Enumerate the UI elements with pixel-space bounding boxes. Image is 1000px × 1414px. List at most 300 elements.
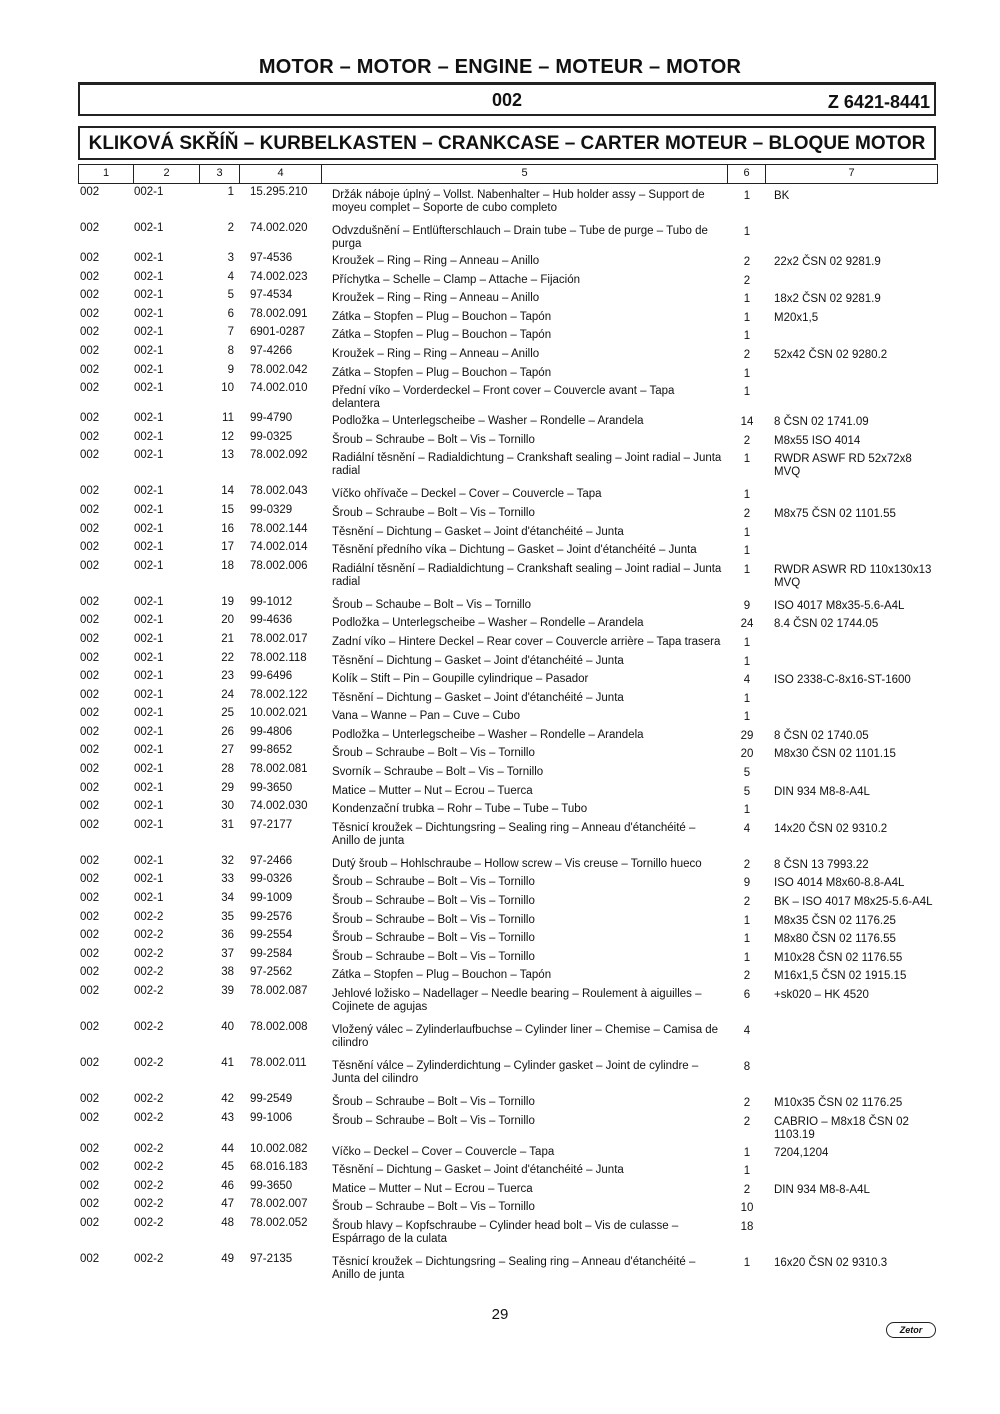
brand-logo: Zetor [886, 1322, 936, 1338]
cell-c6: 5 [743, 785, 751, 798]
cell-c2: 002-1 [134, 688, 164, 701]
cell-c7: M8x55 ISO 4014 [774, 434, 861, 447]
cell-c5: Těsnění – Dichtung – Gasket – Joint d'étanchéité – Junta [332, 654, 624, 667]
cell-c2: 002-1 [134, 430, 164, 443]
table-row [78, 522, 938, 541]
cell-c5: Šroub – Schraube – Bolt – Vis – Tornillo [332, 950, 535, 963]
cell-c5: Šroub – Schraube – Bolt – Vis – Tornillo [332, 932, 535, 945]
cell-c6: 1 [743, 526, 751, 539]
cell-c2: 002-2 [134, 1252, 164, 1265]
cell-c4: 99-0325 [250, 430, 293, 443]
table-row [78, 1020, 938, 1056]
column-header: 3 [200, 165, 240, 183]
cell-c7 [766, 325, 938, 344]
cell-c7: 8.4 ČSN 02 1744.05 [774, 618, 879, 631]
cell-c2: 002-2 [134, 910, 164, 923]
cell-c4: 78.002.144 [250, 522, 308, 535]
table-row [78, 307, 938, 326]
cell-c3: 42 [221, 1093, 234, 1105]
cell-c3: 21 [221, 632, 234, 645]
cell-c7 [766, 540, 938, 559]
cell-c3: 44 [221, 1142, 234, 1155]
cell-c4: 68.016.183 [250, 1161, 308, 1174]
cell-c6: 2 [743, 348, 751, 361]
table-row [78, 669, 938, 688]
document-code: Z 6421-8441 [827, 92, 930, 112]
cell-c1: 002 [80, 651, 100, 664]
cell-c6: 1 [743, 1256, 751, 1269]
cell-c1: 002 [80, 430, 100, 443]
cell-c4: 74.002.020 [250, 222, 308, 234]
cell-c2: 002-1 [134, 222, 164, 234]
table-row [78, 762, 938, 781]
table-row [78, 854, 938, 873]
cell-c6: 20 [740, 748, 754, 761]
cell-c1: 002 [80, 412, 100, 425]
cell-c5: Zátka – Stopfen – Plug – Bouchon – Tapón [332, 366, 552, 379]
cell-c2: 002-1 [134, 614, 164, 627]
cell-c2: 002-1 [134, 344, 164, 357]
table-row [78, 872, 938, 891]
cell-c3: 19 [221, 595, 234, 608]
cell-c7: M8x35 ČSN 02 1176.25 [774, 914, 896, 927]
cell-c3: 14 [221, 485, 234, 498]
cell-c5: Kroužek – Ring – Ring – Anneau – Anillo [332, 347, 540, 360]
cell-c3: 10 [221, 382, 234, 395]
table-row [78, 448, 938, 484]
cell-c2: 002-1 [134, 186, 164, 198]
cell-c1: 002 [80, 781, 100, 794]
table-row [78, 1111, 938, 1142]
cell-c6: 1 [743, 489, 751, 502]
cell-c2: 002-2 [134, 1216, 164, 1229]
cell-c4: 78.002.092 [250, 449, 308, 462]
cell-c7: CABRIO – M8x18 ČSN 02 1103.19 [774, 1115, 909, 1141]
cell-c7: 22x2 ČSN 02 9281.9 [774, 256, 881, 268]
table-row [78, 910, 938, 929]
cell-c6: 1 [743, 293, 751, 306]
cell-c5: Kondenzační trubka – Rohr – Tube – Tube – Tubo [332, 803, 588, 816]
cell-c2: 002-1 [134, 707, 164, 720]
cell-c7 [766, 1020, 938, 1056]
cell-c7: M10x28 ČSN 02 1176.55 [774, 951, 903, 964]
cell-c3: 28 [221, 763, 234, 776]
cell-c6: 4 [743, 822, 751, 835]
column-header: 4 [240, 165, 322, 183]
table-row [78, 1142, 938, 1161]
cell-c5: Šroub – Schraube – Bolt – Vis – Tornillo [332, 895, 535, 908]
cell-c3: 24 [221, 688, 234, 701]
cell-c1: 002 [80, 559, 100, 572]
cell-c2: 002-1 [134, 818, 164, 831]
cell-c2: 002-2 [134, 966, 164, 979]
cell-c7: RWDR ASWR RD 110x130x13 MVQ [774, 563, 932, 589]
cell-c1: 002 [80, 1057, 100, 1069]
cell-c3: 31 [221, 818, 234, 831]
cell-c5: Radiální těsnění – Radialdichtung – Crankshaft sealing – Joint radial – Junta radial [332, 452, 722, 478]
column-header: 1 [78, 165, 134, 183]
cell-c5: Těsnění – Dichtung – Gasket – Joint d'étanchéité – Junta [332, 1164, 624, 1177]
table-row [78, 1092, 938, 1111]
cell-c1: 002 [80, 1093, 100, 1105]
cell-c7: +sk020 – HK 4520 [774, 989, 869, 1001]
cell-c6: 1 [743, 453, 751, 466]
cell-c5: Víčko – Deckel – Cover – Couvercle – Tapa [332, 1145, 555, 1158]
cell-c4: 74.002.023 [250, 270, 308, 283]
cell-c6: 1 [743, 933, 751, 946]
cell-c2: 002-1 [134, 595, 164, 608]
cell-c2: 002-1 [134, 781, 164, 794]
cell-c4: 78.002.008 [250, 1021, 308, 1033]
cell-c3: 3 [227, 252, 234, 264]
cell-c4: 97-4536 [250, 252, 293, 264]
cell-c3: 4 [227, 270, 234, 283]
cell-c1: 002 [80, 929, 100, 942]
cell-c7: 14x20 ČSN 02 9310.2 [774, 822, 888, 835]
group-header-box [78, 82, 936, 116]
cell-c2: 002-2 [134, 985, 164, 997]
cell-c2: 002-2 [134, 929, 164, 942]
cell-c6: 1 [743, 226, 751, 238]
cell-c3: 5 [227, 289, 234, 302]
cell-c4: 74.002.030 [250, 800, 308, 813]
page-title: MOTOR – MOTOR – ENGINE – MOTEUR – MOTOR [258, 56, 742, 78]
cell-c7: M20x1,5 [774, 311, 819, 324]
cell-c2: 002-1 [134, 651, 164, 664]
cell-c1: 002 [80, 910, 100, 923]
cell-c5: Šroub – Schraube – Bolt – Vis – Tornillo [332, 876, 535, 889]
cell-c4: 78.002.118 [250, 651, 307, 664]
cell-c5: Radiální těsnění – Radialdichtung – Crankshaft sealing – Joint radial – Junta radial [332, 562, 722, 588]
cell-c2: 002-1 [134, 632, 164, 645]
cell-c1: 002 [80, 947, 100, 960]
cell-c3: 48 [221, 1216, 234, 1229]
cell-c7 [766, 484, 938, 503]
cell-c6: 2 [743, 896, 751, 909]
cell-c4: 99-6496 [250, 670, 293, 683]
cell-c4: 99-2554 [250, 929, 293, 942]
cell-c7: DIN 934 M8-8-A4L [774, 1183, 870, 1196]
parts-table [78, 185, 938, 1288]
cell-c5: Kolík – Stift – Pin – Goupille cylindrique – Pasador [332, 673, 589, 686]
cell-c5: Těsnění – Dichtung – Gasket – Joint d'étanchéité – Junta [332, 525, 624, 538]
cell-c7 [766, 688, 938, 707]
cell-c4: 99-2576 [250, 910, 293, 923]
cell-c1: 002 [80, 270, 100, 283]
table-row [78, 325, 938, 344]
cell-c7 [766, 1216, 938, 1252]
cell-c3: 8 [227, 344, 234, 357]
cell-c5: Kroužek – Ring – Ring – Anneau – Anillo [332, 292, 540, 305]
cell-c1: 002 [80, 1252, 100, 1265]
cell-c2: 002-2 [134, 1179, 164, 1192]
cell-c4: 78.002.052 [250, 1216, 308, 1229]
cell-c3: 25 [221, 707, 234, 720]
cell-c1: 002 [80, 1142, 100, 1155]
cell-c5: Zátka – Stopfen – Plug – Bouchon – Tapón [332, 969, 552, 982]
table-row [78, 185, 938, 221]
cell-c5: Šroub – Schaube – Bolt – Vis – Tornillo [332, 598, 532, 611]
cell-c3: 23 [221, 670, 234, 683]
cell-c1: 002 [80, 670, 100, 683]
cell-c4: 99-4806 [250, 725, 293, 738]
cell-c1: 002 [80, 614, 100, 627]
cell-c5: Těsnění – Dichtung – Gasket – Joint d'étanchéité – Junta [332, 691, 624, 704]
cell-c5: Těsnění předního víka – Dichtung – Gasket – Joint d'étanchéité – Junta [332, 544, 697, 557]
cell-c6: 2 [743, 1097, 751, 1109]
cell-c1: 002 [80, 1198, 100, 1211]
table-row [78, 928, 938, 947]
cell-c2: 002-2 [134, 1057, 164, 1069]
cell-c4: 97-4534 [250, 289, 293, 302]
cell-c2: 002-1 [134, 449, 164, 462]
cell-c1: 002 [80, 503, 100, 516]
cell-c1: 002 [80, 595, 100, 608]
cell-c2: 002-2 [134, 1021, 164, 1033]
table-row [78, 1216, 938, 1252]
cell-c1: 002 [80, 252, 100, 264]
cell-c5: Svorník – Schraube – Bolt – Vis – Tornillo [332, 766, 544, 779]
table-row [78, 1252, 938, 1288]
table-row [78, 381, 938, 411]
cell-c3: 41 [221, 1057, 234, 1069]
cell-c2: 002-1 [134, 252, 164, 264]
cell-c1: 002 [80, 688, 100, 701]
cell-c1: 002 [80, 326, 100, 339]
cell-c4: 78.002.122 [250, 688, 308, 701]
cell-c7 [766, 762, 938, 781]
cell-c3: 30 [221, 800, 234, 813]
cell-c7: 8 ČSN 13 7993.22 [774, 858, 869, 871]
table-row [78, 706, 938, 725]
cell-c6: 2 [743, 970, 751, 983]
cell-c3: 15 [221, 503, 234, 516]
cell-c6: 9 [743, 877, 751, 890]
cell-c7 [766, 1056, 938, 1092]
cell-c4: 78.002.081 [250, 763, 308, 776]
cell-c2: 002-1 [134, 763, 164, 776]
cell-c6: 1 [743, 330, 751, 343]
table-row [78, 688, 938, 707]
table-row [78, 1197, 938, 1216]
cell-c1: 002 [80, 363, 100, 376]
cell-c4: 97-2135 [250, 1252, 293, 1265]
cell-c1: 002 [80, 873, 100, 886]
cell-c2: 002-1 [134, 522, 164, 535]
cell-c4: 97-4266 [250, 344, 293, 357]
cell-c1: 002 [80, 763, 100, 776]
cell-c6: 1 [743, 386, 751, 399]
cell-c5: Šroub – Schraube – Bolt – Vis – Tornillo [332, 506, 535, 519]
table-row [78, 725, 938, 744]
cell-c6: 18 [740, 1220, 754, 1233]
table-row [78, 743, 938, 762]
cell-c3: 17 [221, 541, 234, 554]
cell-c2: 002-1 [134, 541, 164, 554]
cell-c4: 99-0326 [250, 873, 293, 886]
cell-c3: 36 [221, 929, 234, 942]
table-row [78, 484, 938, 503]
cell-c4: 99-8652 [250, 744, 293, 757]
table-row [78, 251, 938, 270]
cell-c3: 38 [221, 966, 234, 979]
cell-c2: 002-1 [134, 485, 164, 498]
cell-c2: 002-1 [134, 326, 164, 339]
cell-c5: Podložka – Unterlegscheibe – Washer – Rondelle – Arandela [332, 728, 644, 741]
cell-c4: 78.002.087 [250, 985, 308, 997]
cell-c4: 97-2466 [250, 854, 293, 867]
cell-c6: 4 [743, 674, 751, 687]
cell-c5: Vložený válec – Zylinderlaufbuchse – Cylinder liner – Chemise – Camisa de cilindro [332, 1024, 719, 1049]
cell-c5: Matice – Mutter – Nut – Ecrou – Tuerca [332, 1182, 533, 1195]
cell-c7 [766, 522, 938, 541]
cell-c4: 99-3650 [250, 781, 293, 794]
cell-c2: 002-1 [134, 725, 164, 738]
cell-c1: 002 [80, 1021, 100, 1033]
cell-c1: 002 [80, 854, 100, 867]
cell-c2: 002-1 [134, 559, 164, 572]
cell-c5: Zadní víko – Hintere Deckel – Rear cover – Couvercle arrière – Tapa trasera [332, 635, 721, 648]
table-row [78, 270, 938, 289]
cell-c1: 002 [80, 449, 100, 462]
cell-c1: 002 [80, 541, 100, 554]
cell-c3: 27 [221, 744, 234, 757]
cell-c3: 18 [221, 559, 234, 572]
cell-c4: 78.002.011 [250, 1057, 307, 1069]
table-row [78, 965, 938, 984]
cell-c1: 002 [80, 966, 100, 979]
cell-c4: 6901-0287 [250, 326, 305, 339]
cell-c7 [766, 270, 938, 289]
cell-c1: 002 [80, 307, 100, 320]
cell-c4: 15.295.210 [250, 186, 308, 198]
table-row [78, 632, 938, 651]
group-code: 002 [491, 90, 523, 110]
cell-c3: 49 [221, 1252, 234, 1265]
table-row [78, 540, 938, 559]
table-row [78, 947, 938, 966]
cell-c1: 002 [80, 344, 100, 357]
cell-c7: 18x2 ČSN 02 9281.9 [774, 293, 881, 306]
column-header: 6 [728, 165, 766, 183]
cell-c6: 1 [743, 190, 751, 202]
cell-c7: M8x75 ČSN 02 1101.55 [774, 507, 896, 520]
cell-c1: 002 [80, 1111, 100, 1124]
table-row [78, 818, 938, 854]
cell-c6: 29 [740, 729, 754, 742]
cell-c2: 002-2 [134, 1198, 164, 1211]
cell-c5: Víčko ohřívače – Deckel – Cover – Couvercle – Tapa [332, 488, 602, 501]
cell-c6: 1 [743, 1146, 751, 1159]
cell-c2: 002-2 [134, 1093, 164, 1105]
cell-c3: 20 [221, 614, 234, 627]
cell-c6: 1 [743, 655, 751, 668]
cell-c6: 1 [743, 311, 751, 324]
cell-c6: 2 [743, 1115, 751, 1128]
cell-c1: 002 [80, 744, 100, 757]
cell-c2: 002-1 [134, 854, 164, 867]
cell-c5: Šroub – Schraube – Bolt – Vis – Tornillo [332, 1201, 535, 1214]
cell-c6: 6 [743, 989, 751, 1001]
cell-c1: 002 [80, 289, 100, 302]
cell-c1: 002 [80, 725, 100, 738]
cell-c4: 99-2584 [250, 947, 293, 960]
cell-c5: Těsnění válce – Zylinderdichtung – Cylinder gasket – Joint de cylindre – Junta del cilindro [332, 1060, 699, 1085]
cell-c5: Dutý šroub – Hohlschraube – Hollow screw – Vis creuse – Tornillo hueco [332, 857, 702, 870]
cell-c6: 2 [743, 507, 751, 520]
cell-c5: Zátka – Stopfen – Plug – Bouchon – Tapón [332, 310, 552, 323]
cell-c2: 002-1 [134, 670, 164, 683]
cell-c7: M16x1,5 ČSN 02 1915.15 [774, 970, 907, 983]
cell-c7: 16x20 ČSN 02 9310.3 [774, 1256, 888, 1269]
cell-c1: 002 [80, 222, 100, 234]
cell-c4: 78.002.007 [250, 1198, 308, 1211]
cell-c6: 14 [740, 416, 754, 429]
cell-c7: M8x30 ČSN 02 1101.15 [774, 748, 896, 761]
cell-c4: 97-2177 [250, 818, 293, 831]
cell-c7: BK – ISO 4017 M8x25-5.6-A4L [774, 896, 933, 909]
cell-c3: 33 [221, 873, 234, 886]
cell-c3: 37 [221, 947, 234, 960]
cell-c6: 10 [740, 1202, 754, 1215]
table-row [78, 288, 938, 307]
cell-c4: 10.002.021 [250, 707, 308, 720]
cell-c1: 002 [80, 485, 100, 498]
cell-c4: 97-2562 [250, 966, 293, 979]
cell-c1: 002 [80, 1161, 100, 1174]
cell-c4: 78.002.043 [250, 485, 308, 498]
cell-c3: 32 [221, 854, 234, 867]
cell-c2: 002-1 [134, 289, 164, 302]
cell-c6: 2 [743, 434, 751, 447]
cell-c6: 1 [743, 804, 751, 817]
table-row [78, 430, 938, 449]
cell-c2: 002-2 [134, 947, 164, 960]
cell-c7: M10x35 ČSN 02 1176.25 [774, 1097, 903, 1109]
cell-c3: 34 [221, 892, 234, 905]
cell-c4: 74.002.010 [250, 382, 308, 395]
cell-c7 [766, 363, 938, 382]
cell-c1: 002 [80, 186, 100, 198]
cell-c6: 9 [743, 599, 751, 612]
cell-c2: 002-1 [134, 800, 164, 813]
cell-c3: 11 [222, 412, 234, 425]
cell-c1: 002 [80, 800, 100, 813]
cell-c3: 26 [221, 725, 234, 738]
cell-c3: 29 [221, 781, 234, 794]
cell-c6: 2 [743, 256, 751, 268]
cell-c1: 002 [80, 1216, 100, 1229]
cell-c5: Držák náboje úplný – Vollst. Nabenhalter – Hub holder assy – Support de moyeu complet – Soporte de cubo completo [332, 189, 705, 214]
cell-c4: 78.002.006 [250, 559, 308, 572]
cell-c5: Šroub – Schraube – Bolt – Vis – Tornillo [332, 1114, 535, 1127]
cell-c6: 1 [743, 711, 751, 724]
cell-c5: Šroub – Schraube – Bolt – Vis – Tornillo [332, 747, 535, 760]
cell-c6: 1 [743, 1165, 751, 1178]
cell-c3: 1 [227, 186, 234, 198]
cell-c2: 002-1 [134, 270, 164, 283]
cell-c5: Podložka – Unterlegscheibe – Washer – Rondelle – Arandela [332, 415, 644, 428]
table-row [78, 559, 938, 595]
cell-c1: 002 [80, 632, 100, 645]
cell-c7 [766, 706, 938, 725]
cell-c7 [766, 1160, 938, 1179]
column-header: 2 [134, 165, 200, 183]
cell-c2: 002-1 [134, 873, 164, 886]
cell-c6: 4 [743, 1025, 751, 1037]
cell-c4: 99-4636 [250, 614, 293, 627]
cell-c3: 6 [227, 307, 234, 320]
